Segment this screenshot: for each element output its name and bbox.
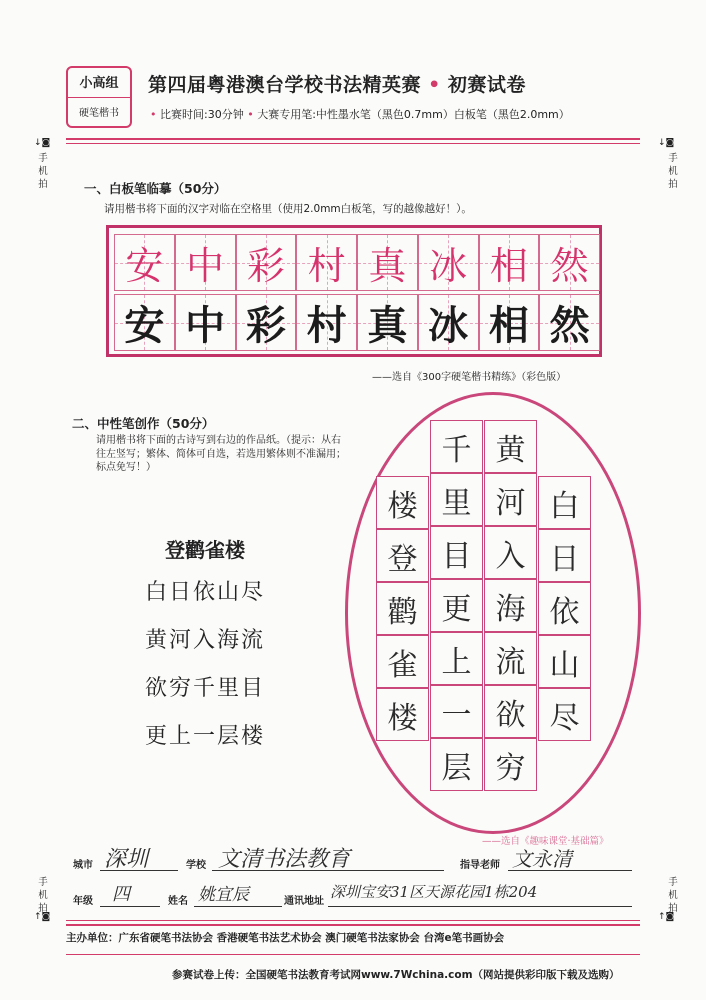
copy-cell: [236, 294, 297, 351]
work-cell: [484, 632, 537, 685]
subtitle: [150, 106, 570, 122]
copy-char: 真: [367, 303, 408, 349]
work-char: 黄: [495, 432, 526, 468]
work-char: 里: [441, 485, 472, 521]
copy-char: 冰: [428, 303, 469, 349]
work-char: 更: [441, 591, 472, 627]
work-cell: [538, 635, 591, 688]
work-cell: [376, 688, 429, 741]
copy-char: 然: [549, 303, 590, 349]
school-label: 学校: [186, 860, 206, 871]
model-cell: [296, 234, 357, 291]
subtitle-pens: 大赛专用笔:中性墨水笔（黑色0.7mm）白板笔（黑色2.0mm）: [257, 108, 570, 121]
work-cell: [484, 420, 537, 473]
model-cell: [479, 234, 540, 291]
poem: [110, 534, 300, 767]
organizers: 主办单位：广东省硬笔书法协会 香港硬笔书法艺术协会 澳门硬笔书法家协会 台湾e笔书画协会: [66, 932, 505, 944]
model-cell: [357, 234, 418, 291]
badge-style-label: 硬笔楷书: [68, 97, 130, 119]
copy-cell: [357, 294, 418, 351]
work-cell: [430, 526, 483, 579]
camera-icon: ↑◙: [34, 912, 51, 922]
model-cell: [539, 234, 600, 291]
work-char: 河: [495, 485, 526, 521]
section2-instruction: 请用楷书将下面的古诗写到右边的作品纸。（提示：从右往左竖写；繁体、简体可自选，若选用繁体则不准漏用；标点免写！）: [96, 435, 346, 473]
title-dot: •: [428, 74, 441, 96]
work-cell: [484, 579, 537, 632]
model-cell: [236, 234, 297, 291]
model-cell: [114, 234, 175, 291]
copy-cell: [296, 294, 357, 351]
teacher-value[interactable]: 文永清: [512, 847, 572, 871]
copy-char: 村: [306, 303, 347, 349]
model-char: 冰: [429, 244, 468, 288]
copy-char: 相: [488, 303, 529, 349]
model-cell: [175, 234, 236, 291]
address-label: 通讯地址: [284, 896, 324, 907]
side-label-right-top: 手机拍: [668, 153, 678, 190]
address-underline: [328, 906, 632, 907]
footer-note: 参赛试卷上传：全国硬笔书法教育考试网www.7Wchina.com（网站提供彩印版下载及选购）: [172, 969, 620, 981]
section1-source: ——选自《300字硬笔楷书精练》（彩色版）: [372, 372, 567, 383]
work-cell: [430, 738, 483, 791]
subtitle-bullet: •: [247, 108, 254, 121]
work-char: 尽: [549, 700, 580, 736]
footer-rule: [66, 924, 640, 926]
model-row: [114, 234, 600, 291]
address-value[interactable]: 深圳宝安31区天源花园1栋204: [330, 883, 538, 901]
section1-title: 一、白板笔临摹（50分）: [84, 181, 227, 196]
side-label-right-bottom: 手机拍: [668, 877, 678, 914]
model-cell: [418, 234, 479, 291]
work-char: 入: [495, 538, 526, 574]
model-char: 中: [186, 244, 225, 288]
school-value[interactable]: 文清书法教育: [218, 847, 351, 872]
model-char: 彩: [246, 244, 285, 288]
model-char: 村: [307, 244, 346, 288]
work-cell: [484, 738, 537, 791]
subtitle-bullet: •: [150, 108, 157, 121]
work-char: 登: [387, 541, 418, 577]
work-cell: [538, 688, 591, 741]
camera-icon: ↑◙: [658, 912, 675, 922]
work-cell: [538, 582, 591, 635]
footer-rule-bottom: [66, 954, 640, 955]
poem-line: 欲穷千里目: [144, 676, 265, 701]
work-char: 雀: [387, 647, 418, 683]
work-cell: [538, 476, 591, 529]
work-char: 穷: [495, 750, 526, 786]
model-char: 然: [550, 244, 589, 288]
model-char: 真: [368, 244, 407, 288]
teacher-underline: [508, 870, 632, 871]
section1-instruction: 请用楷书将下面的汉字对临在空格里（使用2.0mm白板笔，写的越像越好！）。: [104, 203, 472, 215]
camera-icon: ↓◙: [658, 138, 675, 148]
title-main: 第四届粤港澳台学校书法精英赛: [148, 74, 422, 96]
header-rule-thin: [66, 143, 640, 144]
poem-line: 更上一层楼: [144, 724, 265, 749]
work-cell: [430, 685, 483, 738]
work-char: 千: [441, 432, 472, 468]
model-char: 安: [125, 244, 164, 288]
name-label: 姓名: [168, 896, 188, 907]
work-char: 依: [549, 594, 580, 630]
work-char: 目: [441, 538, 472, 574]
copy-cell: [539, 294, 600, 351]
teacher-label: 指导老师: [460, 860, 500, 871]
footer-rule-thin: [66, 920, 640, 921]
poem-line: 白日依山尽: [144, 580, 265, 605]
city-underline: [100, 870, 178, 871]
copy-cell: [418, 294, 479, 351]
header-rule: [66, 138, 640, 140]
work-cell: [376, 476, 429, 529]
work-cell: [376, 582, 429, 635]
work-cell: [484, 685, 537, 738]
work-cell: [376, 529, 429, 582]
work-char: 楼: [387, 488, 418, 524]
work-char: 欲: [495, 697, 526, 733]
copy-cell: [114, 294, 175, 351]
side-label-left-bottom: 手机拍: [38, 877, 48, 914]
work-cell: [430, 579, 483, 632]
grade-underline: [100, 906, 160, 907]
name-underline: [194, 906, 282, 907]
work-cell: [484, 526, 537, 579]
copy-row: [114, 294, 600, 351]
camera-icon: ↓◙: [34, 138, 51, 148]
subtitle-time: 比赛时间:30分钟: [160, 108, 244, 121]
school-underline: [212, 870, 444, 871]
grade-value[interactable]: 四: [112, 884, 130, 905]
copy-char: 安: [124, 303, 165, 349]
work-cell: [430, 632, 483, 685]
title-suffix: 初赛试卷: [447, 74, 526, 96]
city-value[interactable]: 深圳: [104, 847, 149, 872]
copy-cell: [479, 294, 540, 351]
group-badge: [66, 66, 132, 128]
section2-title: 二、中性笔创作（50分）: [72, 416, 215, 431]
copy-char: 彩: [245, 303, 286, 349]
copy-char: 中: [185, 303, 226, 349]
city-label: 城市: [73, 860, 93, 871]
work-char: 山: [549, 647, 580, 683]
section2-source: ——选自《趣味课堂·基础篇》: [482, 836, 609, 847]
name-value[interactable]: 姚宜辰: [198, 885, 249, 905]
copy-grid: [106, 225, 602, 357]
work-cell: [430, 473, 483, 526]
side-label-left-top: 手机拍: [38, 153, 48, 190]
poem-line: 黄河入海流: [144, 628, 265, 653]
model-char: 相: [489, 244, 528, 288]
badge-group-label: 小高组: [79, 76, 119, 91]
work-char: 层: [441, 750, 472, 786]
page-title: [148, 70, 526, 97]
work-char: 楼: [387, 700, 418, 736]
poem-title: 登鹳雀楼: [165, 538, 245, 562]
work-cell: [376, 635, 429, 688]
grade-label: 年级: [73, 896, 93, 907]
work-char: 海: [495, 591, 526, 627]
work-char: 一: [441, 697, 472, 733]
work-cell: [484, 473, 537, 526]
work-char: 白: [549, 488, 580, 524]
work-char: 鹳: [387, 594, 418, 630]
copy-cell: [175, 294, 236, 351]
work-cell: [538, 529, 591, 582]
work-char: 流: [495, 644, 526, 680]
work-char: 上: [441, 644, 472, 680]
work-char: 日: [549, 541, 580, 577]
work-cell: [430, 420, 483, 473]
